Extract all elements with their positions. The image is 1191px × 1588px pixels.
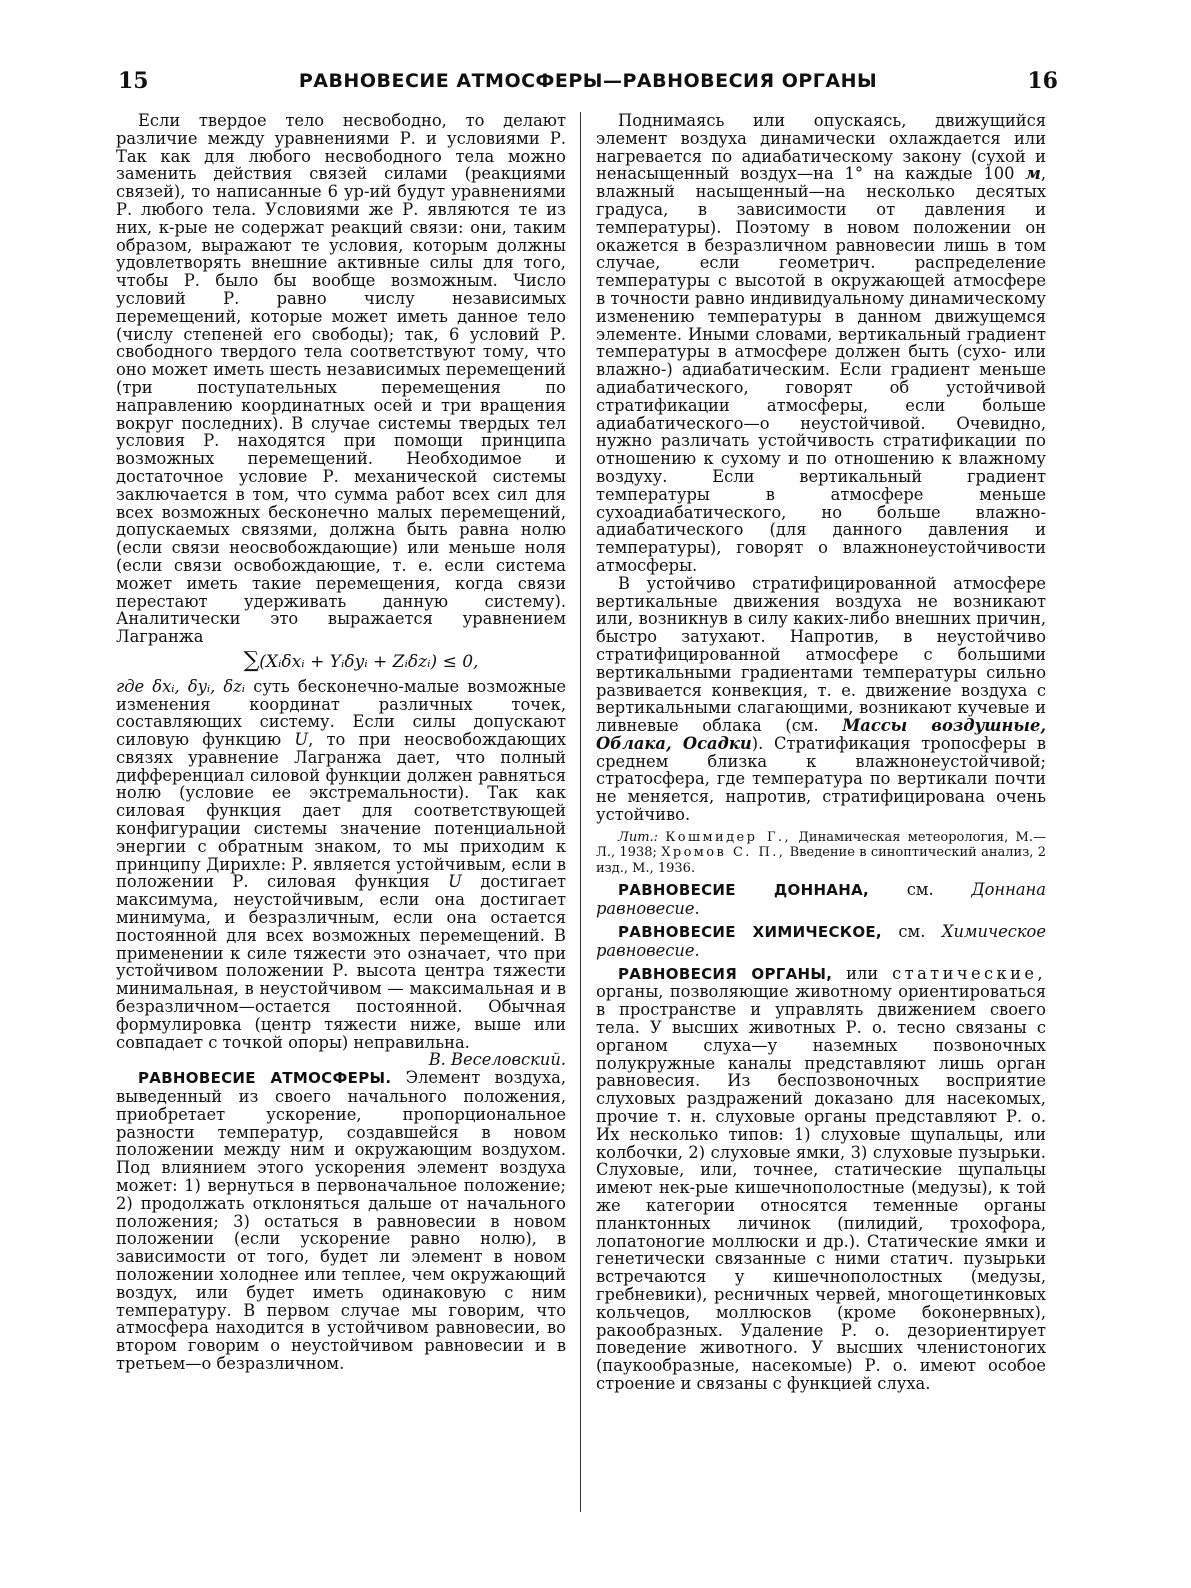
lagrange-formula <box>156 647 566 673</box>
unit-meter: м <box>1025 164 1041 184</box>
text-run: см. <box>868 880 972 900</box>
literature-references <box>596 830 1046 877</box>
text-run: Поднимаясь или опускаясь, движущийся элемент воздуха динамически охлаждается или нагревается по адиабатическому закону (сухой и ненасыщенный воздух—на 1° на каждые 100 <box>596 111 1046 184</box>
left-column <box>116 112 566 1373</box>
entry-heading-atmosphere: РАВНОВЕСИЕ АТМОСФЕРЫ. <box>138 1069 392 1088</box>
text-run: , то при неосвобождающих связях уравнение Лагранжа дает, что полный дифференциал силовой функции должен равняться нолю (условие ее экстремальности). Так как силовая функция дает для соответствующей конфигурации системы значение потенциальной энергии с обратным знаком, то мы приходим к принципу Дирихле: Р. является устойчивым, если в положении Р. силовая функция <box>116 730 567 892</box>
entry-balance-organs <box>596 965 1046 1393</box>
force-function-symbol: U <box>294 730 309 750</box>
cross-references: Массы воздушные, Облака, Осадки <box>596 716 1046 753</box>
lit-author: Кошмидер Г., <box>665 829 792 845</box>
page-number-left: 15 <box>118 68 149 94</box>
text-run: Элемент воздуха, выведенный из своего начального положения, приобретает ускорение, пропорциональное разности температур, создавшейся в новом положении между ним и окружающим воздухом. Под влиянием этого ускорения элемент воздуха может: 1) вернуться в первоначальное положение; 2) продолжать отклоняться дальше от начального положения; 3) остаться в равновесии в новом положении (если ускорение равно нолю), в зависимости от того, будет ли элемент в новом положении холоднее или теплее, чем окружающий воздух, или будет иметь одинаковую с ним температуру. В первом случае мы говорим, что атмосфера находится в устойчивом равновесии, во втором говорим о неустойчивом равновесии и в третьем—о безразличном. <box>116 1068 567 1373</box>
page-number-right: 16 <box>1027 68 1058 94</box>
entry-heading-donnan: РАВНОВЕСИЕ ДОННАНА, <box>618 881 869 900</box>
text-run: достигает максимума, неустойчивым, если она достигает минимума, и безразличным, если она остается постоянной для всех возможных перемещений. В применении к силе тяжести это означает, что при устойчивом положении Р. высота центра тяжести минимальная, в неустойчивом — максимальная и в безразличном—остается постоянной. Обычная формулировка (центр тяжести ниже, выше или совпадает с точкой опоры) неправильна. <box>116 872 566 1052</box>
right-column <box>596 112 1046 1393</box>
page-header <box>118 66 1058 96</box>
entry-chemical <box>596 923 1046 960</box>
paragraph-dirichlet <box>116 676 567 1070</box>
running-title: РАВНОВЕСИЕ АТМОСФЕРЫ—РАВНОВЕСИЯ ОРГАНЫ <box>298 70 878 92</box>
formula-variables: где δxᵢ, δyᵢ, δzᵢ <box>116 676 246 696</box>
text-run: суть бесконечно-малые возможные изменения координат различных точек, составляющих систему. Если силы допускают силовую функцию <box>116 676 566 750</box>
entry-donnan <box>596 881 1046 918</box>
column-divider <box>580 112 581 1512</box>
text-run: , влажный насыщенный—на несколько десятых градуса, в зависимости от давления и температуры). Поэтому в новом положении он окажется в безразличном равновесии лишь в том случае, если геометрич. распределение температуры с высотой в окружающей атмосфере в точности равно индивидуальному динамическому изменению температуры в данном движущемся элементе. Иными словами, вертикальный градиент температуры в атмосфере должен быть (сухо- или влажно-) адиабатическим. Если градиент меньше адиабатического, говорят об устойчивой стратификации атмосферы, если больше адиабатического—о неустойчивой. Очевидно, нужно различать устойчивость стратификации по отношению к сухому и по отношению к влажному воздуху. Если вертикальный градиент температуры в атмосфере меньше сухоадиабатического, но больше влажно-адиабатического (для данного давления и температуры), говорят о влажнонеустойчивости атмосферы. <box>596 164 1046 575</box>
paragraph-equilibrium-conditions: Если твердое тело несвободно, то делают различие между уравнениями Р. и условиями Р. Так как для любого несвободного тела можно заменить действия связей силами (реакциями связей), то написанные 6 ур-ий будут уравнениями Р. любого тела. Условиями же Р. являются те из них, к-рые не содержат реакций связи: они, таким образом, выражают те условия, которым должны удовлетворять внешние активные силы для того, чтобы Р. было бы вообще возможным. Число условий Р. равно числу независимых перемещений, которые может иметь данное тело (числу степеней его свободы); так, 6 условий Р. свободного твердого тела соответствуют тому, что оно может иметь шесть независимых перемещений (три поступательных перемещения по направлению координатных осей и три вращения вокруг последних). В случае системы твердых тел условия Р. находятся при помощи принципа возможных перемещений. Необходимое и достаточное условие Р. механической системы заключается в том, что сумма работ всех сил для всех возможных бесконечно малых перемещений, допускаемых связями, должна быть равна нолю (если связи неосвобождающие) или меньше ноля (если связи освобождающие, т. е. если система может иметь такие перемещения, когда связи перестают удерживать данную систему). Аналитически это выражается уравнением Лагранжа <box>116 111 566 647</box>
text-run: см. <box>881 921 942 941</box>
entry-heading-organs: РАВНОВЕСИЯ ОРГАНЫ, <box>618 964 833 983</box>
formula-body: (Xᵢδxᵢ + Yᵢδyᵢ + Zᵢδzᵢ) ≤ 0, <box>259 651 479 672</box>
entry-heading-chemical: РАВНОВЕСИЕ ХИМИЧЕСКОЕ, <box>618 922 882 941</box>
lit-label: Лит.: <box>618 829 659 845</box>
spaced-term: статические, <box>892 963 1046 983</box>
text-run: ). Стратификация тропосферы в среднем близка к влажнонеустойчивой; стратосфера, где температура по вертикали почти не меняется, напротив, стратифицирована очень устойчиво. <box>596 733 1046 825</box>
paragraph-convection <box>596 575 1046 824</box>
see-reference: Химическое равновесие. <box>596 921 1046 960</box>
text-run: Динамическая метеорология, М.—Л., 1938; <box>596 829 1046 861</box>
paragraph-adiabatic <box>596 112 1046 575</box>
text-run: В устойчиво стратифицированной атмосфере вертикальные движения воздуха не возникают или, возникнув в силу каких-либо внешних причин, быстро затухают. Напротив, в неустойчиво стратифицированной атмосфере с большими вертикальными градиентами температуры сильно развивается конвекция, т. е. движение воздуха с вертикальными слагающими, возникают кучевые и ливневые облака (см. <box>596 573 1046 736</box>
paragraph-atmosphere-equilibrium <box>116 1069 566 1373</box>
lit-author: Хромов С. П., <box>661 845 786 861</box>
text-run: органы, позволяющие животному ориентироваться в пространстве и управлять движением своего тела. У высших животных Р. о. тесно связаны с органом слуха—у наземных позвоночных полукружные каналы представляют лишь орган равновесия. Из беспозвоночных восприятие слуховых раздражений доказано для насекомых, прочие т. н. слуховые органы представляют Р. о. Их несколько типов: 1) слуховые щупальцы, или колбочки, 2) слуховые ямки, 3) слуховые пузырьки. Слуховые, или, точнее, статические щупальцы имеют нек-рые кишечнополостные (медузы), к той же категории относятся теменные органы планктонных личинок (пилидий, трохофора, лопатоногие моллюски и др.). Статические ямки и генетически связанные с ними статич. пузырьки встречаются у кишечнополостных (медузы, гребневики), ресничных червей, многощетинковых кольчецов, моллюсков (кроме боконервных), ракообразных. Удаление Р. о. дезориентирует поведение животного. У высших членистоногих (паукообразные, насекомые) Р. о. имеют особое строение и связаны с функцией слуха. <box>596 982 1046 1393</box>
sum-symbol: ∑ <box>243 647 260 673</box>
see-reference: Доннана равновесие. <box>596 880 1046 919</box>
force-function-symbol: U <box>448 872 462 892</box>
article-author: В. Веселовский. <box>428 1050 566 1070</box>
text-run: или <box>832 963 893 983</box>
text-run: Введение в синоптический анализ, 2 изд., М., 1936. <box>596 845 1046 876</box>
